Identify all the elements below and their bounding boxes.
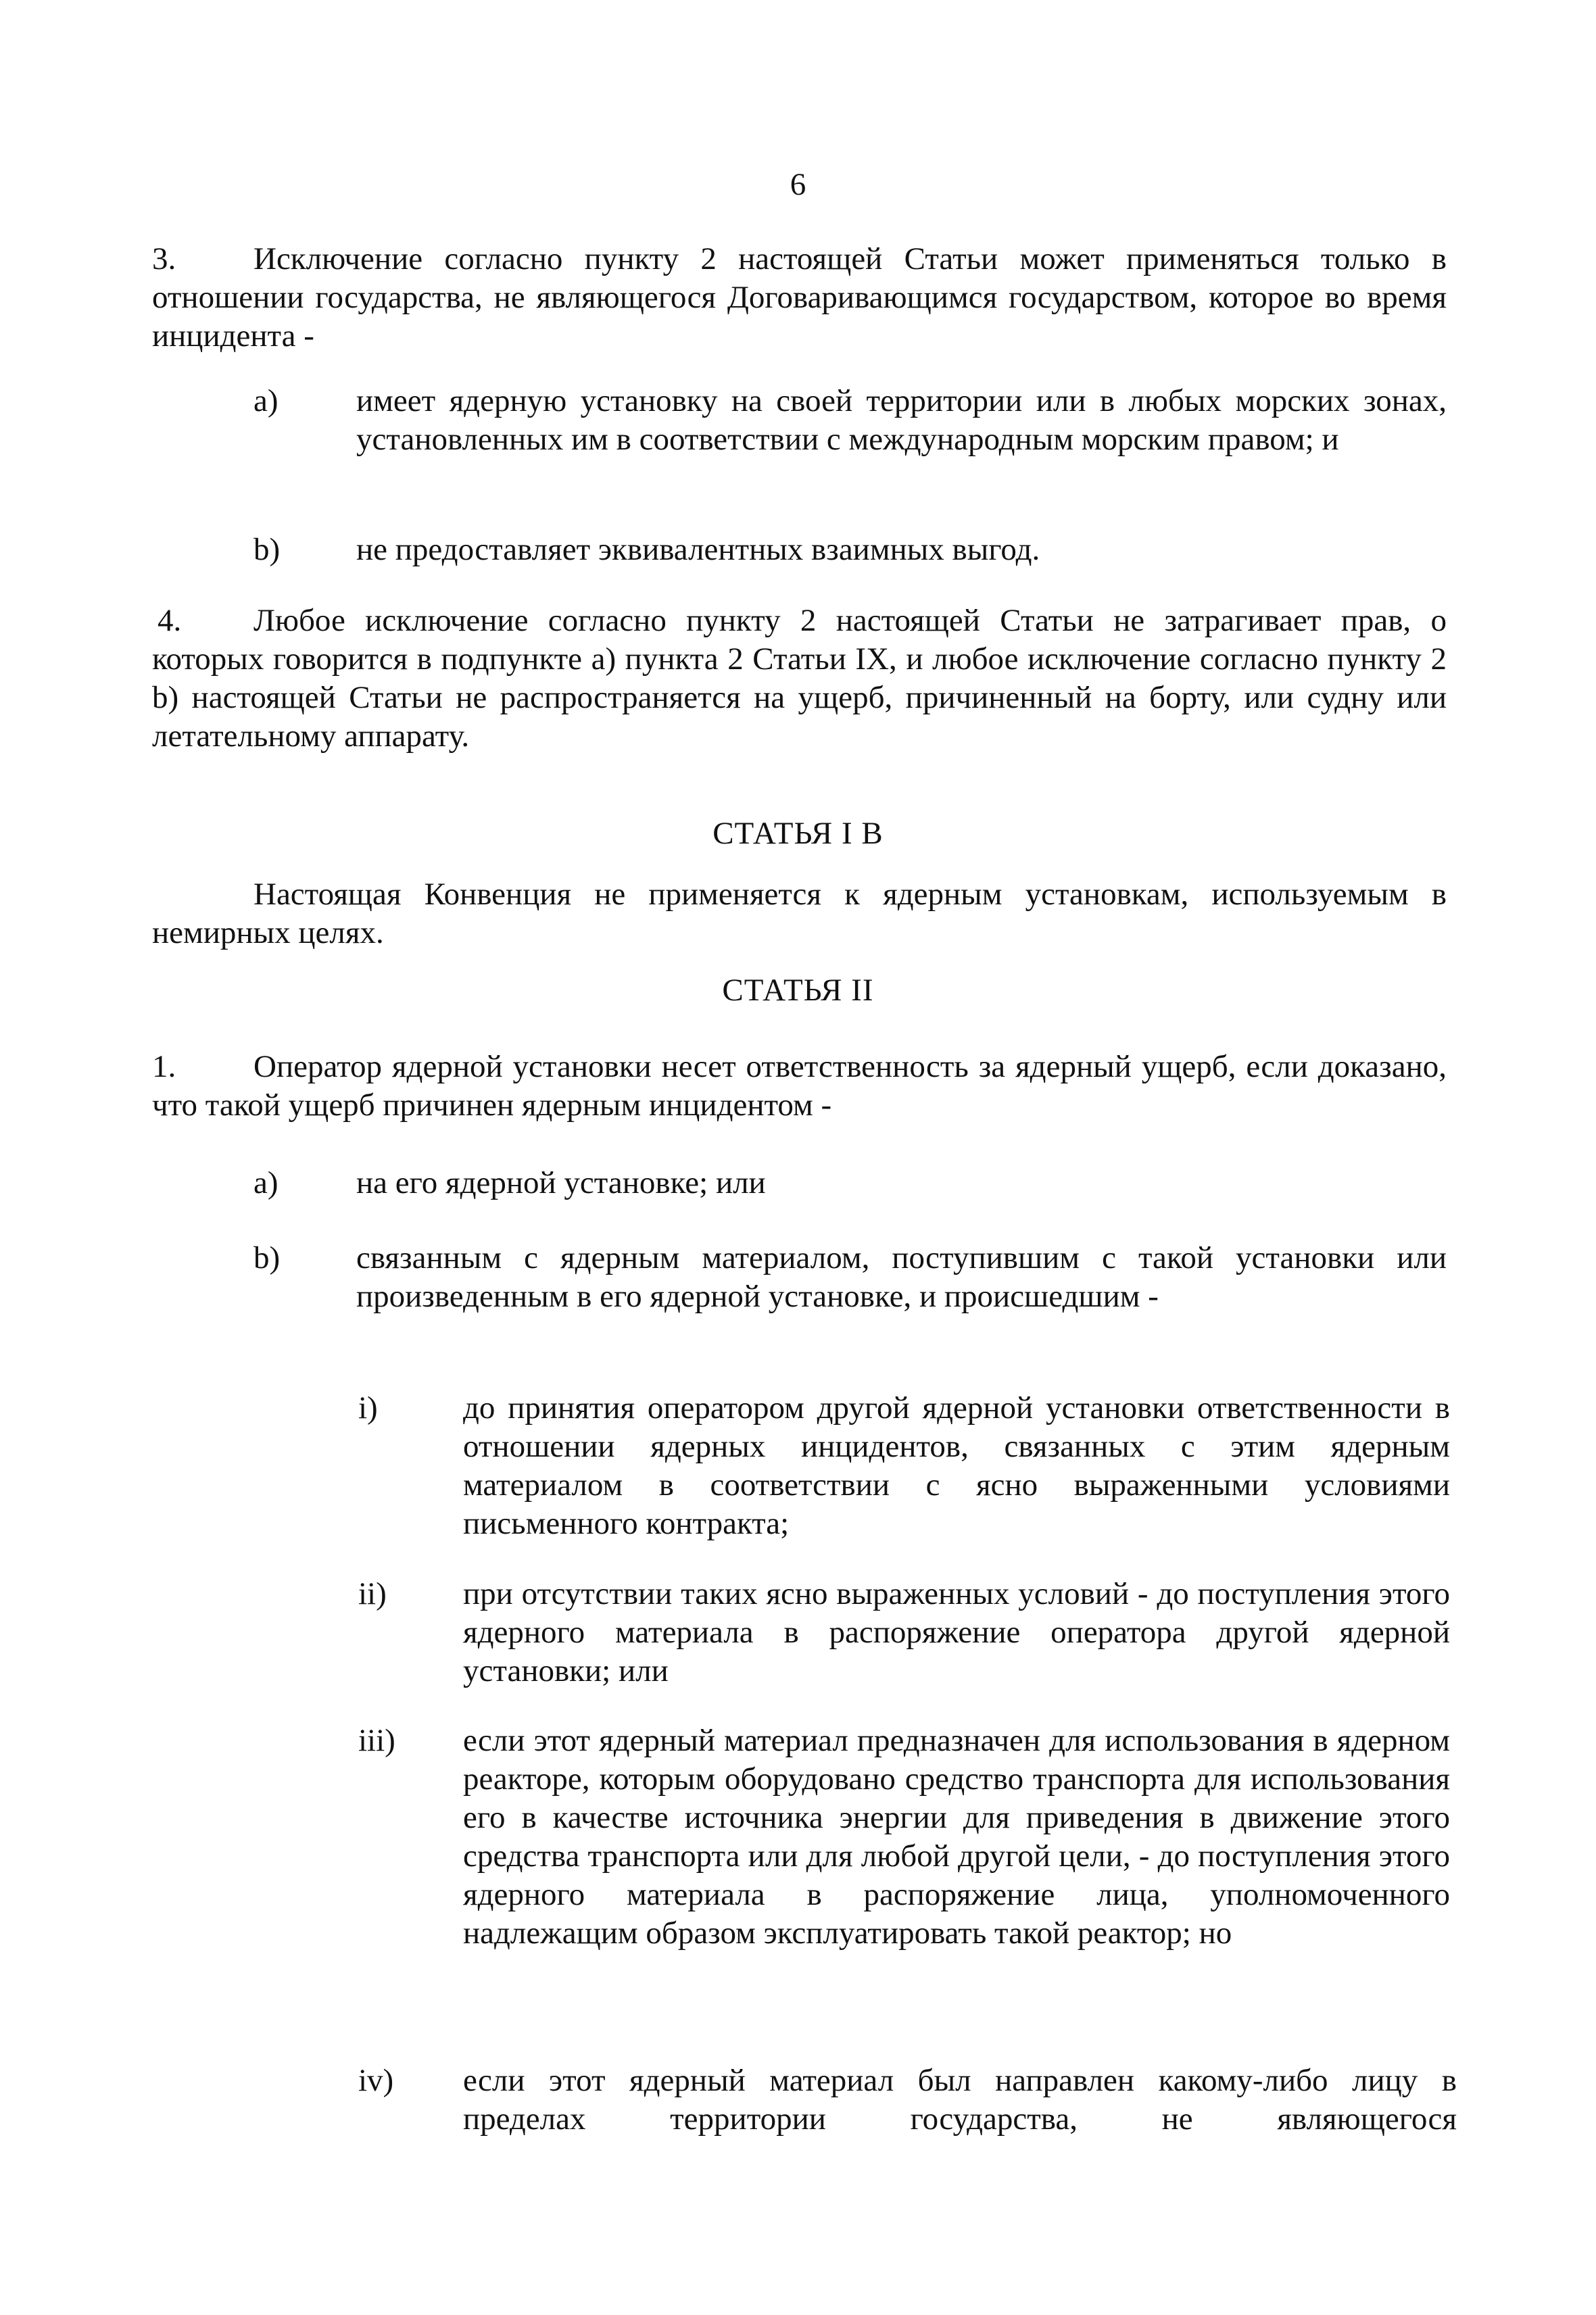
- list-text: при отсутствии таких ясно выраженных условий - до поступления этого ядерного материала в распоряжение оператора другой ядерной установки; или: [463, 1576, 1450, 1688]
- sublist-item-ii: [358, 1575, 1450, 1690]
- list-item-b: [253, 1239, 1447, 1316]
- list-item-a: [253, 382, 1447, 459]
- list-label: a): [253, 383, 279, 418]
- paragraph-number: 1.: [152, 1049, 176, 1084]
- article-1b-text: [152, 875, 1447, 952]
- article-heading: СТАТЬЯ II: [722, 973, 874, 1008]
- paragraph-3: [152, 240, 1447, 356]
- list-label: i): [358, 1390, 378, 1425]
- list-text: если этот ядерный материал был направлен какому-либо лицу в пределах территории государства, не являющегося: [463, 2063, 1457, 2137]
- list-text: до принятия оператором другой ядерной установки ответственности в отношении ядерных инцидентов, связанных с этим ядерным материалом в соответствии с ясно выраженными условиями письменного контракта;: [463, 1390, 1450, 1541]
- sublist-item-iii: [358, 1722, 1450, 1953]
- list-label: a): [253, 1165, 279, 1200]
- list-label: iv): [358, 2063, 394, 2098]
- list-text: имеет ядерную установку на своей территории или в любых морских зонах, установленных им в соответствии с международным морским правом; и: [356, 383, 1447, 457]
- list-item-b: [253, 531, 1447, 569]
- article-heading: СТАТЬЯ I В: [712, 816, 884, 851]
- list-text: если этот ядерный материал предназначен для использования в ядерном реакторе, которым оборудовано средство транспорта для использования его в качестве источника энергии для приведения в движение этого средства транспорта или для любой другой цели, - до поступления этого ядерного материала в распоряжение лица, уполномоченного надлежащим образом эксплуатировать такой реактор; но: [463, 1723, 1450, 1951]
- sublist-item-i: [358, 1389, 1450, 1543]
- list-label: b): [253, 532, 281, 567]
- paragraph-number: 3.: [152, 241, 176, 276]
- page-number: 6: [790, 167, 806, 202]
- list-label: b): [253, 1240, 281, 1275]
- list-text: связанным с ядерным материалом, поступившим с такой установки или произведенным в его ядерной установке, и происшедшим -: [356, 1240, 1447, 1314]
- list-label: ii): [358, 1576, 387, 1611]
- paragraph-text: Настоящая Конвенция не применяется к ядерным установкам, используемым в немирных целях.: [152, 877, 1447, 950]
- sublist-item-iv: [358, 2062, 1457, 2139]
- list-text: не предоставляет эквивалентных взаимных выгод.: [356, 532, 1040, 567]
- paragraph-text: Исключение согласно пункту 2 настоящей Статьи может применяться только в отношении государства, не являющегося Договаривающимся государством, которое во время инцидента -: [152, 241, 1447, 354]
- list-label: iii): [358, 1723, 395, 1758]
- list-text: на его ядерной установке; или: [356, 1165, 766, 1200]
- paragraph-number: 4.: [158, 603, 182, 638]
- paragraph-text: Любое исключение согласно пункту 2 настоящей Статьи не затрагивает прав, о которых говорится в подпункте a) пункта 2 Статьи IX, и любое исключение согласно пункту 2 b) настоящей Статьи не распространяется на ущерб, причиненный на борту, или судну или летательному аппарату.: [152, 603, 1447, 754]
- list-item-a: [253, 1164, 1447, 1202]
- paragraph-4: [152, 602, 1447, 756]
- paragraph-text: Оператор ядерной установки несет ответственность за ядерный ущерб, если доказано, что такой ущерб причинен ядерным инцидентом -: [152, 1049, 1447, 1123]
- article-2-paragraph-1: [152, 1048, 1447, 1125]
